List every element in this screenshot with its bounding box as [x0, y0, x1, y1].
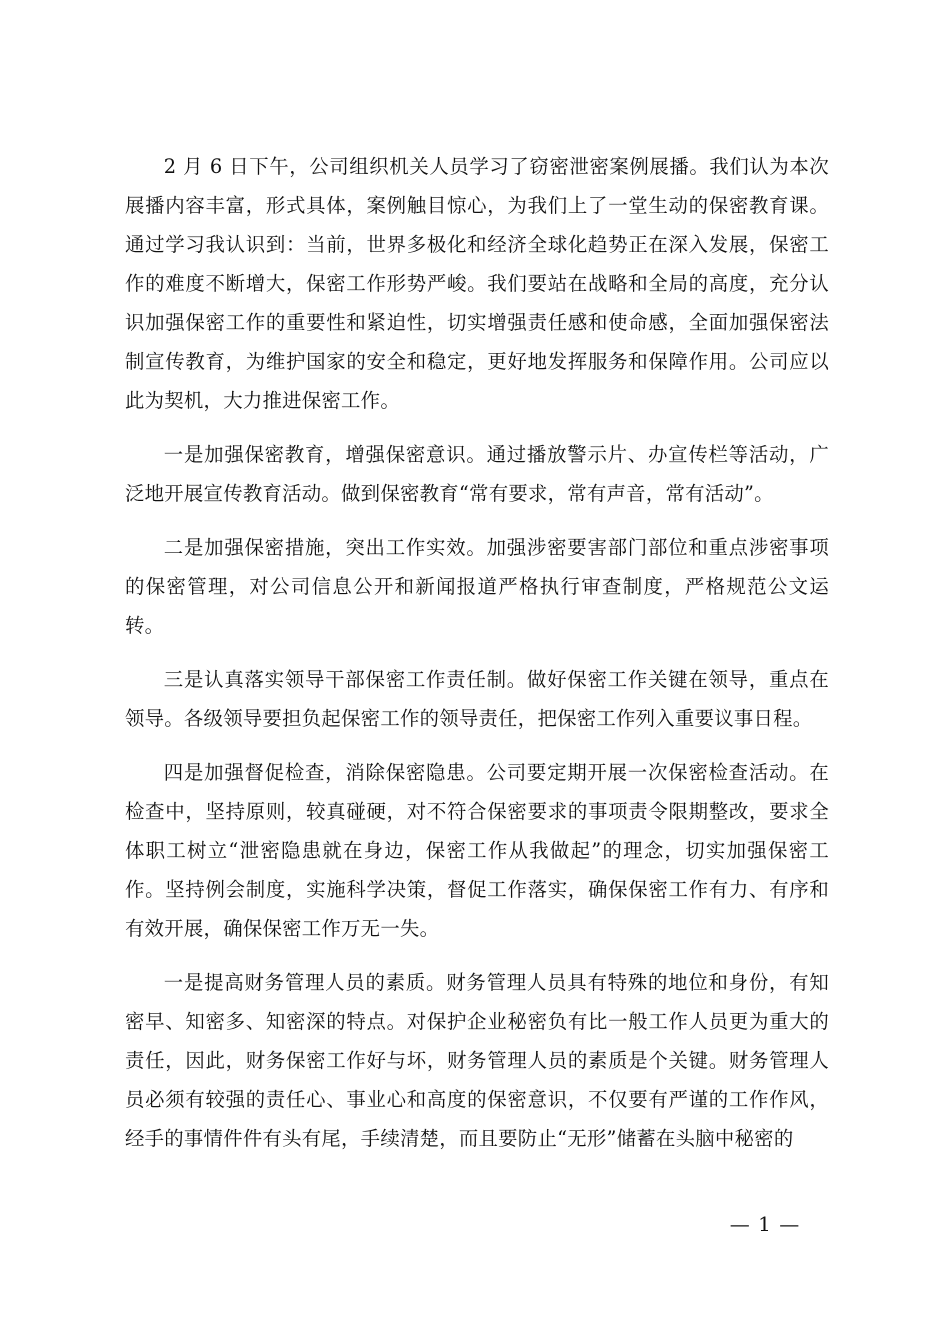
paragraph-point-3: 三是认真落实领导干部保密工作责任制。做好保密工作关键在领导，重点在领导。各级领导要担负起保密工作的领导责任，把保密工作列入重要议事日程。 — [125, 668, 829, 730]
paragraph-point-2: 二是加强保密措施，突出工作实效。加强涉密要害部门部位和重点涉密事项的保密管理，对公司信息公开和新闻报道严格执行审查制度，严格规范公文运转。 — [125, 536, 829, 637]
paragraph-intro: 2 月 6 日下午，公司组织机关人员学习了窃密泄密案例展播。我们认为本次展播内容丰富，形式具体，案例触目惊心，为我们上了一堂生动的保密教育课。通过学习我认识到：当前，世界多极化和经济全球化趋势正在深入发展，保密工作的难度不断增大，保密工作形势严峻。我们要站在战略和全局的高度，充分认识加强保密工作的重要性和紧迫性，切实增强责任感和使命感，全面加强保密法制宣传教育，为维护国家的安全和稳定，更好地发挥服务和保障作用。公司应以此为契机，大力推进保密工作。 — [125, 155, 829, 412]
page-number: — 1 — — [729, 1212, 801, 1236]
document-body — [125, 147, 829, 1158]
paragraph-finance-1: 一是提高财务管理人员的素质。财务管理人员具有特殊的地位和身份，有知密早、知密多、知密深的特点。对保护企业秘密负有比一般工作人员更为重大的责任，因此，财务保密工作好与坏，财务管理人员的素质是个关键。财务管理人员必须有较强的责任心、事业心和高度的保密意识，不仅要有严谨的工作作风，经手的事情件件有头有尾，手续清楚，而且要防止“无形”储蓄在头脑中秘密的 — [125, 971, 829, 1150]
paragraph-point-1: 一是加强保密教育，增强保密意识。通过播放警示片、办宣传栏等活动，广泛地开展宣传教育活动。做到保密教育“常有要求，常有声音，常有活动”。 — [125, 443, 829, 505]
paragraph-point-4: 四是加强督促检查，消除保密隐患。公司要定期开展一次保密检查活动。在检查中，坚持原则，较真碰硬，对不符合保密要求的事项责令限期整改，要求全体职工树立“泄密隐患就在身边，保密工作从我做起”的理念，切实加强保密工作。坚持例会制度，实施科学决策，督促工作落实，确保保密工作有力、有序和有效开展，确保保密工作万无一失。 — [125, 761, 829, 940]
